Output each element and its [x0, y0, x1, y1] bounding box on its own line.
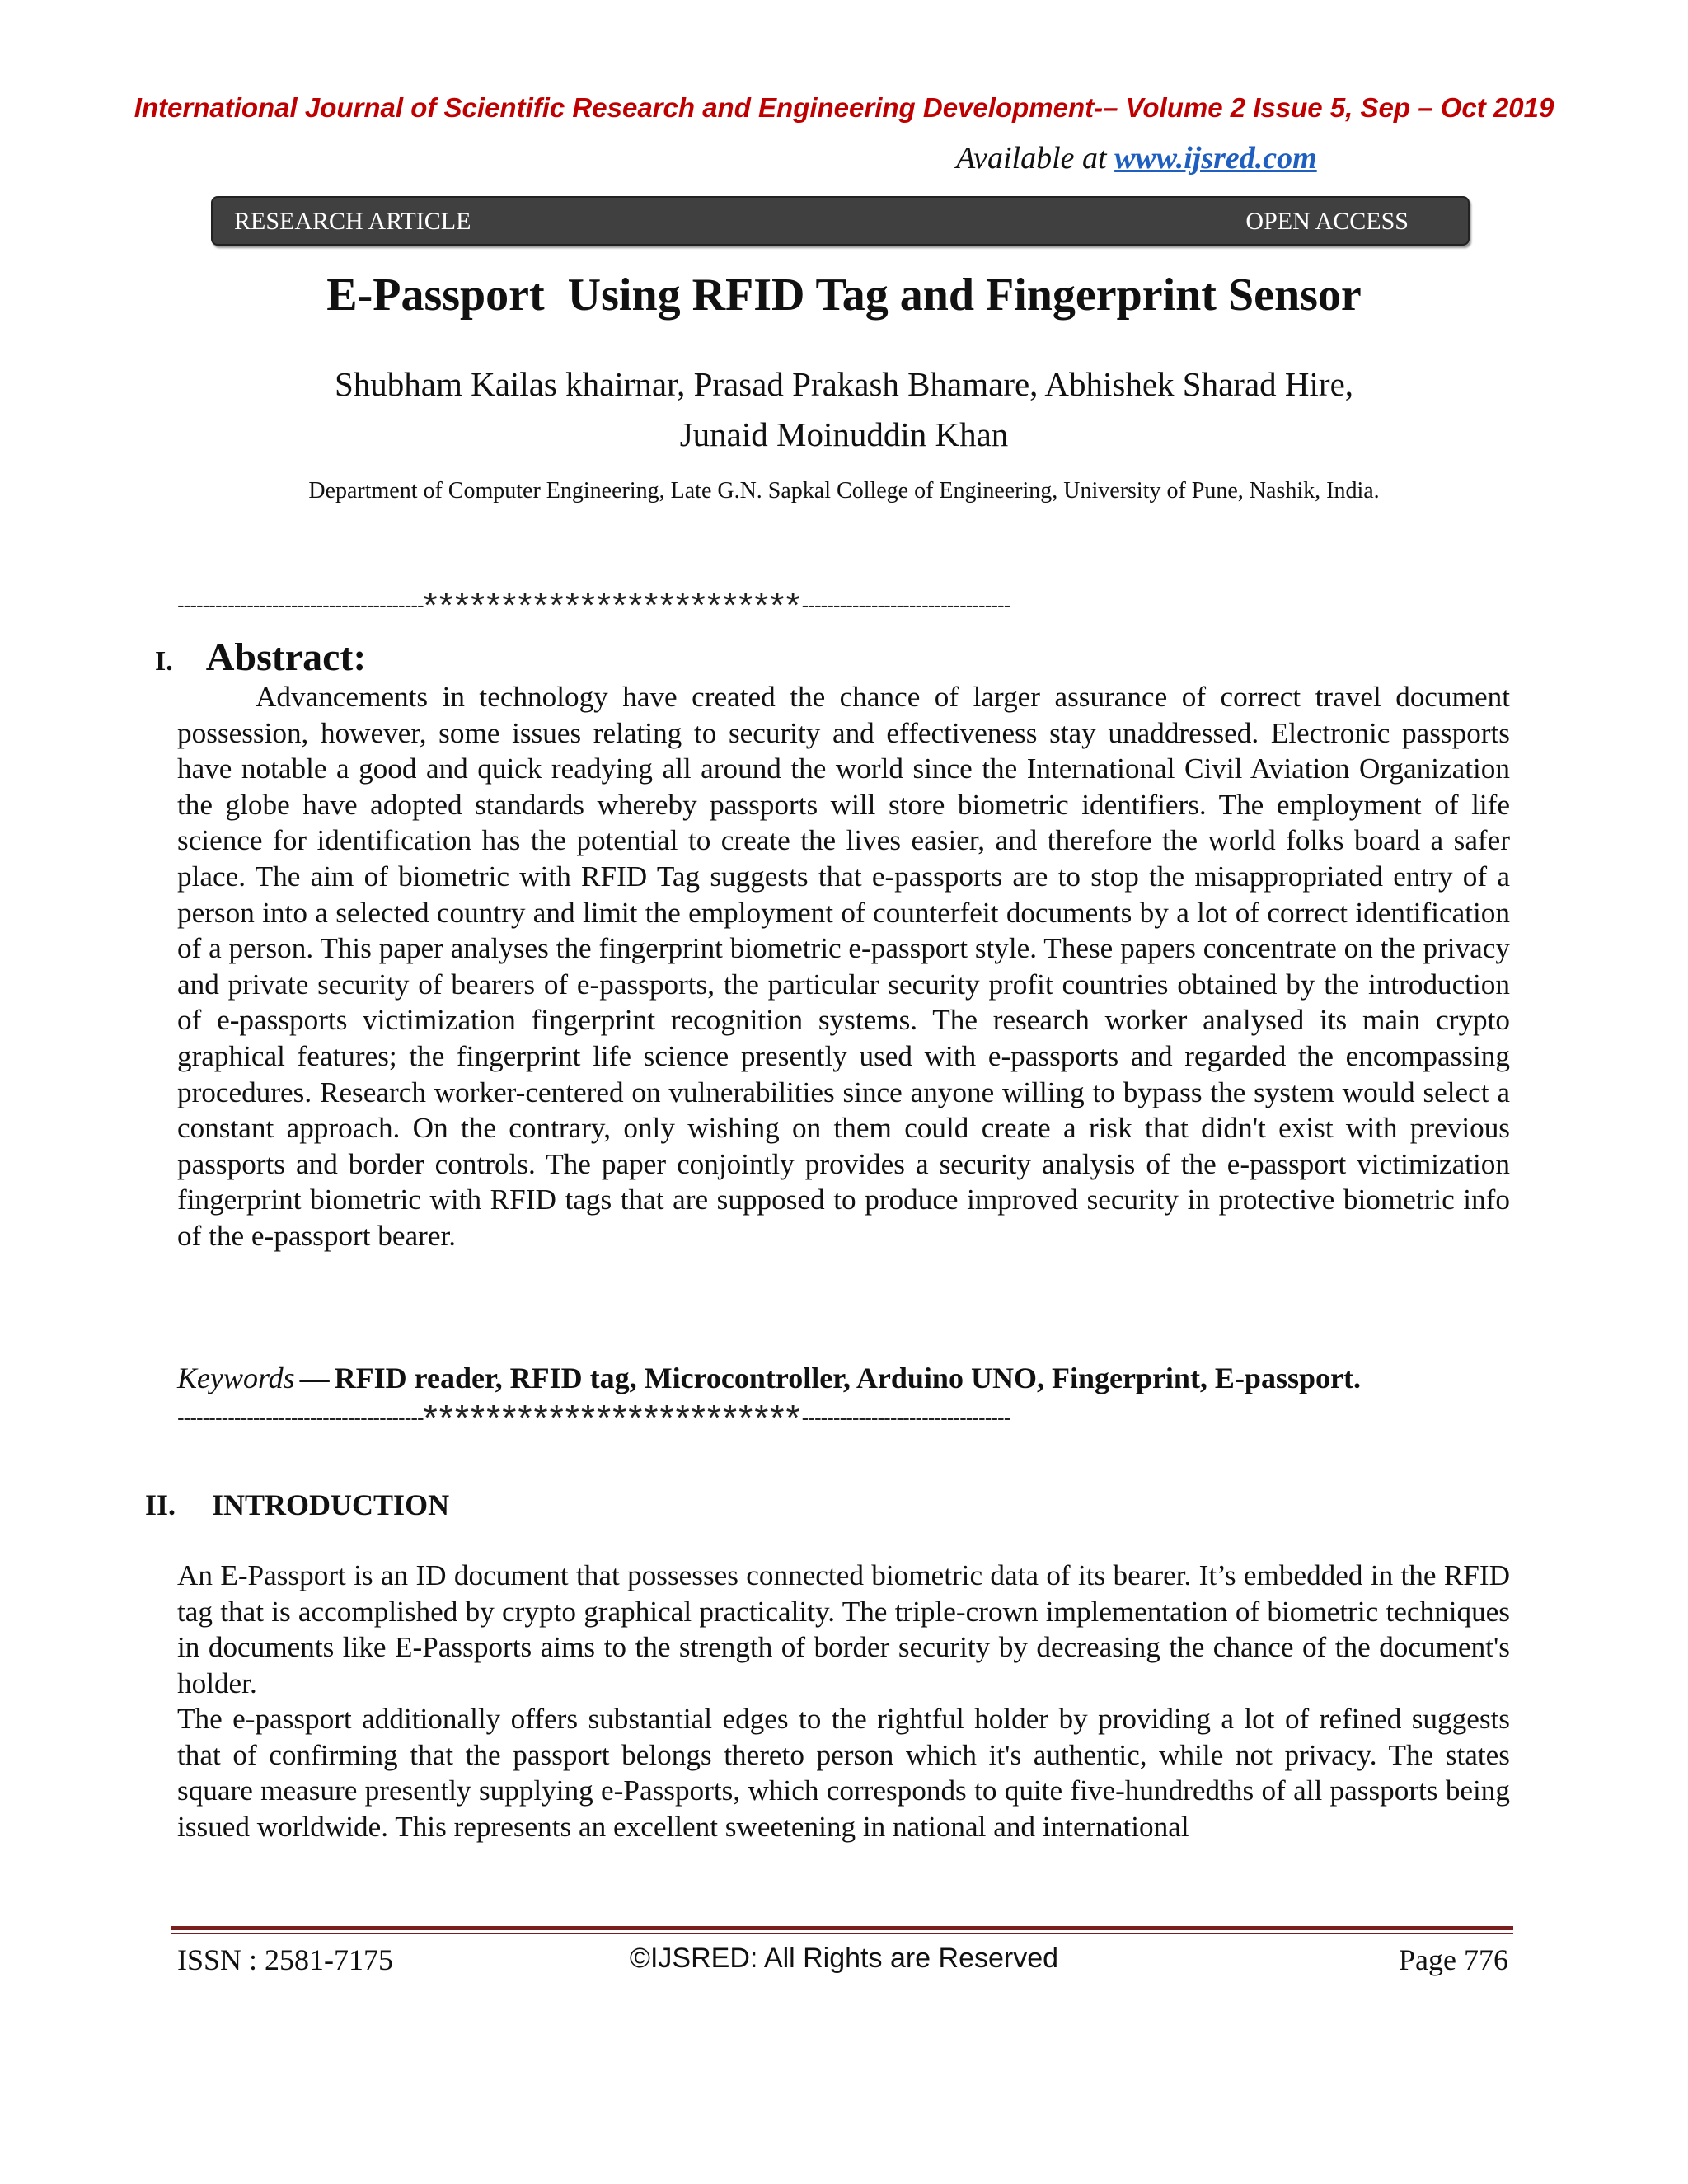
footer-rule-thin	[171, 1933, 1513, 1934]
page-number: Page 776	[1399, 1943, 1508, 1976]
divider-stars: ************************	[423, 1398, 802, 1438]
author-list	[0, 359, 1688, 460]
keywords-line	[177, 1361, 1510, 1395]
journal-header: International Journal of Scientific Research and Engineering Development-– Volume 2 Issue 5, Sep – Oct 2019	[134, 92, 1554, 123]
introduction-paragraph-1: An E-Passport is an ID document that possesses connected biometric data of its bearer. It’s embedded in the RFID tag that is accomplished by crypto graphical practicality. The triple-crown implementation of biometric techniques in documents like E-Passports aims to the strength of border security by decreasing the chance of the document's holder.	[177, 1559, 1510, 1699]
issn: ISSN : 2581-7175	[177, 1943, 394, 1976]
article-type-banner	[211, 196, 1470, 246]
introduction-paragraph-2: The e-passport additionally offers substantial edges to the rightful holder by providing a lot of refined suggests that of confirming that the passport belongs thereto person which it's authentic, while not privacy. The states square measure presently supplying e-Passports, which corresponds to quite five-hundredths of all passports being issued worldwide. This represents an excellent sweetening in national and international	[177, 1703, 1510, 1843]
available-prefix: Available at	[956, 141, 1115, 176]
introduction-section-number: II.	[145, 1488, 176, 1521]
keywords-values: RFID reader, RFID tag, Microcontroller, Arduino UNO, Fingerprint, E-passport.	[334, 1361, 1361, 1394]
divider-dashes-right: ---------------------------------	[801, 593, 1010, 617]
divider-bottom	[177, 1398, 1504, 1439]
abstract-body: Advancements in technology have created the chance of larger assurance of correct travel document possession, however, some issues relating to security and effectiveness stay unaddressed. Electronic passports have notable a good and quick readying all around the world since the International Civil Aviation Organization the globe have adopted standards whereby passports will store biometric identifiers. The employment of life science for identification has the potential to create the lives easier, and therefore the world folks board a safer place. The aim of biometric with RFID Tag suggests that e-passports are to stop the misappropriated entry of a person into a selected country and limit the employment of counterfeit documents by a lot of correct identification of a person. This paper analyses the fingerprint biometric e-passport style. These papers concentrate on the privacy and private security of bearers of e-passports, the particular security profit countries obtained by the introduction of e-passports victimization fingerprint recognition systems. The research worker analysed its main crypto graphical features; the fingerprint life science presently used with e-passports and regarded the encompassing procedures. Research worker-centered on vulnerabilities since anyone willing to bypass the system would select a constant approach. On the contrary, only wishing on them could create a risk that didn't exist with previous passports and border controls. The paper conjointly provides a security analysis of the e-passport victimization fingerprint biometric with RFID tags that are supposed to produce improved security in protective biometric info of the e-passport bearer.	[177, 681, 1510, 1252]
research-article-label: RESEARCH ARTICLE	[234, 208, 471, 235]
authors-line-1: Shubham Kailas khairnar, Prasad Prakash Bhamare, Abhishek Sharad Hire,	[334, 365, 1354, 403]
journal-website-link[interactable]: www.ijsred.com	[1114, 141, 1317, 176]
availability-line	[956, 140, 1451, 176]
keywords-label: Keywords	[177, 1361, 295, 1394]
divider-stars: ************************	[423, 585, 802, 626]
affiliation: Department of Computer Engineering, Late G.N. Sapkal College of Engineering, University of Pune, Nashik, India.	[308, 478, 1380, 504]
divider-dashes-left: ---------------------------------------	[177, 1405, 424, 1430]
open-access-label: OPEN ACCESS	[1245, 208, 1409, 235]
copyright-notice: ©IJSRED: All Rights are Reserved	[629, 1943, 1059, 1974]
keywords-dash: —	[299, 1361, 330, 1394]
footer-rule	[171, 1926, 1513, 1930]
authors-line-2: Junaid Moinuddin Khan	[679, 415, 1009, 453]
abstract-section-number: I.	[155, 646, 173, 677]
abstract-title: Abstract:	[205, 635, 367, 679]
introduction-heading	[145, 1488, 449, 1522]
divider-dashes-right: ---------------------------------	[801, 1405, 1010, 1430]
introduction-title: INTRODUCTION	[212, 1488, 450, 1521]
abstract-heading	[155, 635, 366, 680]
divider-top	[177, 585, 1504, 626]
paper-title: E-Passport Using RFID Tag and Fingerprint Sensor	[326, 269, 1362, 321]
divider-dashes-left: ---------------------------------------	[177, 593, 424, 617]
